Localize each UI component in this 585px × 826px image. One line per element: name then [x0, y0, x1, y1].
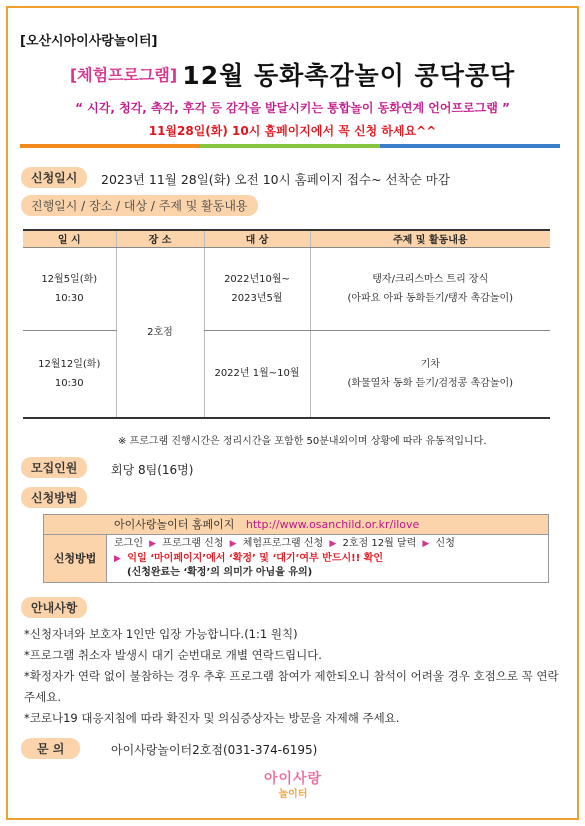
table-row	[23, 330, 550, 418]
step-program: 프로그램 신청	[162, 538, 224, 549]
apply-date-label: 신청일시	[21, 167, 87, 188]
confirm-notice: 익일 ‘마이페이지’에서 ‘확정’ 및 ‘대기’여부 반드시!! 확인	[127, 552, 384, 564]
contact-label: 문 의	[21, 738, 80, 759]
method-label: 신청방법	[21, 487, 87, 508]
list-item: *프로그램 취소자 발생시 대기 순번대로 개별 연락드립니다.	[24, 648, 322, 662]
col-header-place: 장 소	[116, 230, 204, 247]
subtitle: “ 시각, 청각, 촉각, 후각 등 감각을 발달시키는 통합놀이 동화연계 언어프로그램 ”	[75, 101, 510, 115]
apply-date-value: 2023년 11월 28일(화) 오전 10시 홈페이지 접수~ 선착순 마감	[101, 172, 450, 187]
arrow-right-icon: ▶	[229, 539, 237, 549]
row-date: 12월12일(화) 10:30	[23, 330, 116, 418]
homepage-label: 아이사랑놀이터 홈페이지	[114, 518, 235, 531]
recruit-value: 회당 8팀(16명)	[111, 463, 194, 477]
org-name: [오산시아이사랑놀이터]	[20, 34, 158, 49]
confirm-note: (신청완료는 ‘확정’의 의미가 아님을 유의)	[127, 567, 313, 578]
method-cell-label: 신청방법	[44, 535, 107, 582]
list-item: *코로나19 대응지침에 따라 확진자 및 의심증상자는 방문을 자제해 주세요.	[24, 711, 400, 725]
schedule-table	[23, 229, 550, 419]
col-header-topic: 주제 및 활동내용	[310, 230, 550, 247]
row-date: 12월5일(화) 10:30	[23, 247, 116, 330]
guide-list	[24, 624, 564, 729]
step-login: 로그인	[114, 538, 143, 549]
logo-line2: 놀이터	[278, 789, 308, 800]
logo-line1: 아이사랑	[263, 771, 323, 787]
page-title	[0, 56, 585, 92]
col-header-date: 일 시	[23, 230, 116, 247]
color-bar	[20, 144, 560, 148]
method-steps	[114, 537, 455, 581]
step-apply: 신청	[435, 538, 455, 549]
row-target: 2022년 1월~10월	[204, 330, 310, 418]
method-homepage-row	[44, 515, 548, 535]
arrow-right-icon: ▶	[422, 539, 430, 549]
list-item: *신청자녀와 보호자 1인만 입장 가능합니다.(1:1 원칙)	[24, 627, 298, 641]
contact-value: 아이사랑놀이터2호점(031-374-6195)	[111, 743, 318, 757]
arrow-right-icon: ▶	[114, 553, 121, 564]
row-place: 2호점	[116, 247, 204, 418]
row-topic: 탱자/크리스마스 트리 장식 (아파요 아파 동화듣기/탱자 촉감놀이)	[310, 247, 550, 330]
program-title: 12월 동화촉감놀이 콩닥콩닥	[182, 61, 516, 90]
schedule-section-label: 진행일시 / 장소 / 대상 / 주제 및 활동내용	[21, 195, 258, 216]
list-item: *확정자가 연락 없이 불참하는 경우 추후 프로그램 참여가 제한되오니 참석이 어려울 경우 호점으로 꼭 연락 주세요.	[24, 669, 559, 704]
logo	[238, 768, 348, 804]
arrow-right-icon: ▶	[149, 539, 157, 549]
table-row	[23, 247, 550, 330]
step-experience: 체험프로그램 신청	[242, 538, 324, 549]
schedule-footnote: ※ 프로그램 진행시간은 정리시간을 포함한 50분내외이며 상황에 따라 유동적입니다.	[118, 436, 487, 447]
step-calendar: 2호점 12월 달력	[342, 538, 417, 549]
program-tag: [체험프로그램]	[69, 65, 178, 85]
col-header-target: 대 상	[204, 230, 310, 247]
row-topic: 기차 (화물열차 동화 듣기/검정콩 촉감놀이)	[310, 330, 550, 418]
row-target: 2022년10월~ 2023년5월	[204, 247, 310, 330]
guide-label: 안내사항	[21, 597, 87, 618]
arrow-right-icon: ▶	[329, 539, 337, 549]
homepage-link[interactable]: http://www.osanchild.or.kr/ilove	[245, 518, 420, 531]
apply-notice: 11월28일(화) 10시 홈페이지에서 꼭 신청 하세요^^	[148, 124, 437, 138]
method-box	[43, 514, 549, 583]
recruit-label: 모집인원	[21, 457, 87, 478]
